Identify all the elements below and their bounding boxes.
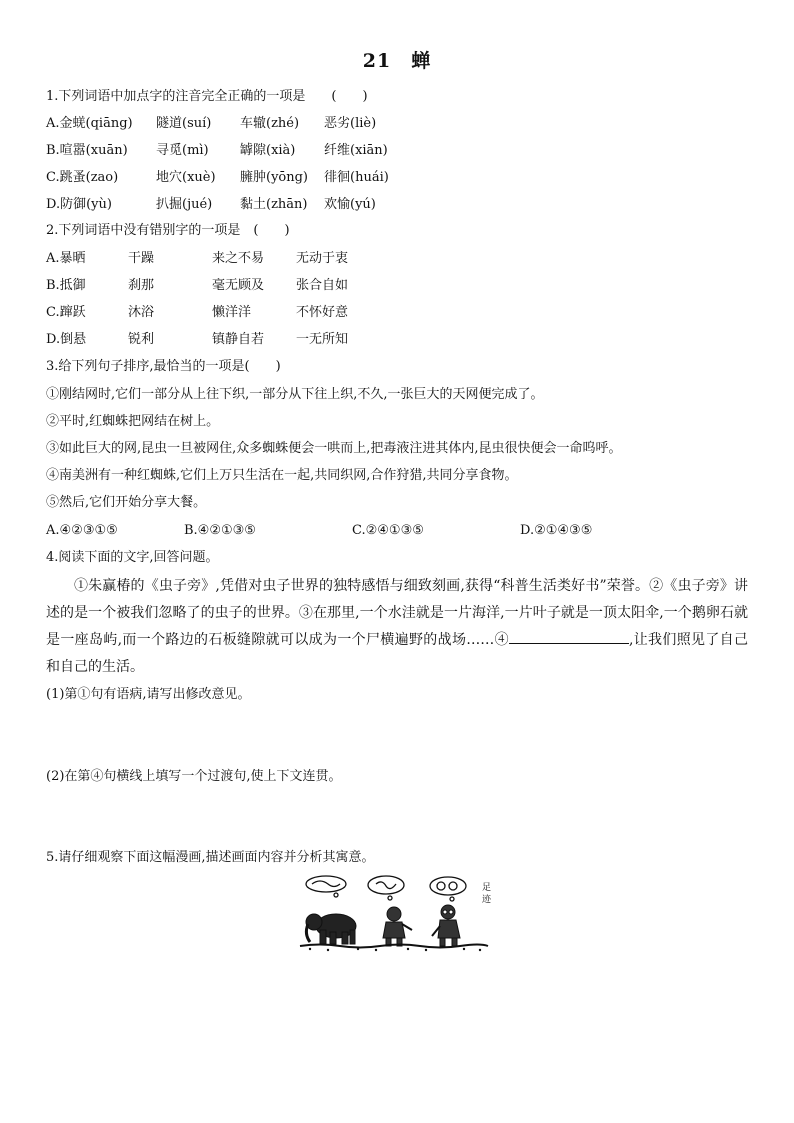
q1-c-item-3: 臃肿(yōng) <box>240 170 309 185</box>
q2-c-word-2: 沐浴 <box>128 305 155 320</box>
q1-b-item-1: B.喧嚣(xuān) <box>46 143 128 158</box>
q2-d-word-2: 锐利 <box>128 332 155 347</box>
q3-sentence-5: ⑤然后,它们开始分享大餐。 <box>46 495 207 510</box>
q3-option-a: A.④②③①⑤ <box>46 523 118 538</box>
cartoon-caption-char-2: 迹 <box>482 895 492 905</box>
lesson-title: 21 蝉 <box>362 50 432 72</box>
q1-a-item-4: 恶劣(liè) <box>324 116 377 131</box>
q4-passage <box>46 573 748 681</box>
q2-b-word-2: 刹那 <box>128 278 155 293</box>
q1-d-item-1: D.防御(yù) <box>46 197 112 212</box>
q4-sub-question-1: (1)第①句有语病,请写出修改意见。 <box>46 687 251 702</box>
q1-a-item-3: 车辙(zhé) <box>240 116 300 131</box>
q2-c-word-1: C.蹿跃 <box>46 305 86 320</box>
q2-b-word-1: B.抵御 <box>46 278 86 293</box>
q3-stem: 3.给下列句子排序,最恰当的一项是( ) <box>46 359 281 374</box>
q1-stem: 1.下列词语中加点字的注音完全正确的一项是 ( ) <box>46 89 368 104</box>
q1-c-item-4: 徘徊(huái) <box>324 170 389 185</box>
q2-stem: 2.下列词语中没有错别字的一项是 ( ) <box>46 223 290 238</box>
q4-answer-blank[interactable] <box>509 629 629 644</box>
q3-option-c: C.②④①③⑤ <box>352 523 424 538</box>
q2-d-word-4: 一无所知 <box>296 332 349 347</box>
cartoon-caption-char-1: 足 <box>482 883 492 893</box>
q1-d-item-3: 黏土(zhān) <box>240 197 308 212</box>
q4-sub-question-2: (2)在第④句横线上填写一个过渡句,使上下文连贯。 <box>46 769 342 784</box>
q3-sentence-4: ④南美洲有一种红蜘蛛,它们上万只生活在一起,共同织网,合作狩猎,共同分享食物。 <box>46 468 518 483</box>
q3-option-b: B.④②①③⑤ <box>184 523 256 538</box>
q1-b-item-2: 寻觅(mì) <box>156 143 209 158</box>
q1-d-item-2: 扒掘(jué) <box>156 197 213 212</box>
cartoon-drawing <box>298 872 490 952</box>
cartoon-illustration <box>298 872 490 952</box>
q2-a-word-2: 干躁 <box>128 251 155 266</box>
q4-passage-after-blank: ,让我们照见了自己和自己的生活。 <box>46 632 749 675</box>
q3-option-d: D.②①④③⑤ <box>520 523 593 538</box>
q3-sentence-2: ②平时,红蜘蛛把网结在树上。 <box>46 414 220 429</box>
q2-a-word-1: A.暴晒 <box>46 251 86 266</box>
q1-c-item-1: C.跳蚤(zao) <box>46 170 119 185</box>
q1-c-item-2: 地穴(xuè) <box>156 170 216 185</box>
q2-b-word-3: 毫无顾及 <box>212 278 265 293</box>
q2-c-word-4: 不怀好意 <box>296 305 349 320</box>
q3-sentence-3: ③如此巨大的网,昆虫一旦被网住,众多蜘蛛便会一哄而上,把毒液注进其体内,昆虫很快便会一命呜呼。 <box>46 441 622 456</box>
q1-a-item-1: A.金蜣(qiāng) <box>46 116 133 131</box>
q2-b-word-4: 张合自如 <box>296 278 349 293</box>
q2-a-word-4: 无动于衷 <box>296 251 349 266</box>
q2-d-word-3: 镇静自若 <box>212 332 265 347</box>
q1-b-item-3: 罅隙(xià) <box>240 143 296 158</box>
q1-a-item-2: 隧道(suí) <box>156 116 212 131</box>
q2-a-word-3: 来之不易 <box>212 251 265 266</box>
q1-d-item-4: 欢愉(yú) <box>324 197 376 212</box>
q2-c-word-3: 懒洋洋 <box>212 305 252 320</box>
q1-b-item-4: 纤维(xiān) <box>324 143 388 158</box>
q3-sentence-1: ①刚结网时,它们一部分从上往下织,一部分从下往上织,不久,一张巨大的天网便完成了。 <box>46 387 544 402</box>
q2-d-word-1: D.倒悬 <box>46 332 87 347</box>
q4-stem: 4.阅读下面的文字,回答问题。 <box>46 550 219 565</box>
q4-passage-before-blank: ①朱赢椿的《虫子旁》,凭借对虫子世界的独特感悟与细致刻画,获得“科普生活类好书”荣誉。②《虫子旁》讲述的是一个被我们忽略了的虫子的世界。③在那里,一个水洼就是一片海洋,一片叶子就是一顶太阳伞,一个鹅卵石就是一座岛屿,而一个路边的石板缝隙就可以成为一个尸横遍野的战场……④ <box>46 578 748 648</box>
q5-stem: 5.请仔细观察下面这幅漫画,描述画面内容并分析其寓意。 <box>46 850 375 865</box>
